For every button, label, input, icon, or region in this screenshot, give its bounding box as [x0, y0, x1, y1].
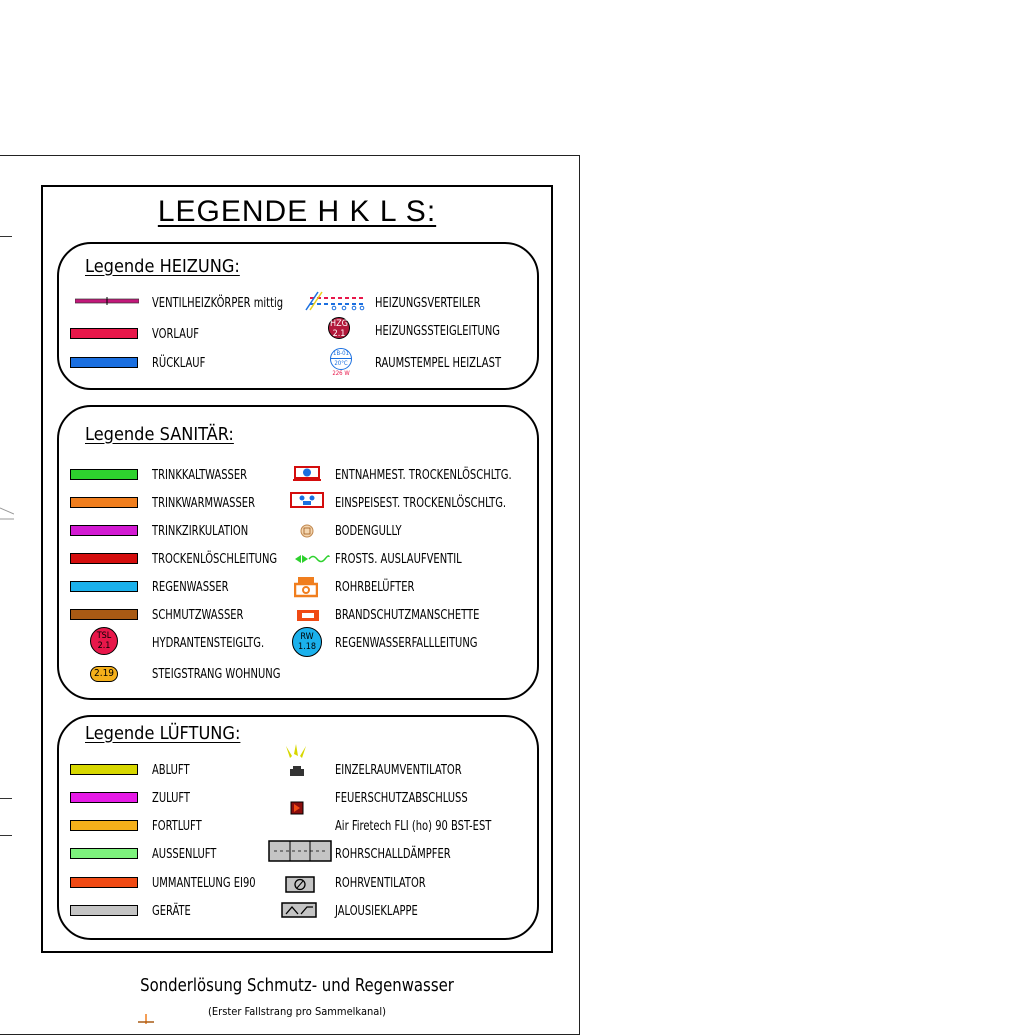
jalousieklappe-symbol: [281, 902, 317, 918]
swatch-zuluft: [70, 792, 138, 803]
sonderloesung-title: Sonderlösung Schmutz- und Regenwasser: [140, 975, 454, 996]
label-vorlauf: VORLAUF: [152, 326, 200, 342]
label-ruecklauf: RÜCKLAUF: [152, 355, 206, 371]
swatch-trinkzirkulation: [70, 525, 138, 536]
frame-tick: [0, 236, 12, 237]
pipe-symbol-fragment: [136, 1014, 156, 1024]
label-heizungssteigleitung: HEIZUNGSSTEIGLEITUNG: [375, 323, 500, 339]
rw-symbol-bottom: 1.18: [297, 642, 317, 652]
tsl-hydrant-symbol: [90, 627, 118, 655]
brandschutzmanschette-symbol: [296, 609, 320, 622]
raumstempel-room: 1B-01: [331, 349, 351, 359]
swatch-trinkkaltwasser: [70, 469, 138, 480]
hzg-steigleitung-symbol: [328, 317, 350, 339]
label-feuerschutzabschluss: FEUERSCHUTZABSCHLUSS: [335, 790, 468, 806]
label-raumstempel: RAUMSTEMPEL HEIZLAST: [375, 355, 502, 371]
label-hydrantensteigltg: HYDRANTENSTEIGLTG.: [152, 635, 265, 651]
legend-title: LEGENDE H K L S:: [157, 195, 437, 228]
section-title-heizung: Legende HEIZUNG:: [85, 256, 240, 277]
swatch-schmutzwasser: [70, 609, 138, 620]
label-trockenloeschleitung: TROCKENLÖSCHLEITUNG: [152, 551, 278, 567]
label-entnahmestelle: ENTNAHMEST. TROCKENLÖSCHLTG.: [335, 467, 512, 483]
section-title-sanitaer: Legende SANITÄR:: [85, 424, 234, 445]
label-rohrventilator: ROHRVENTILATOR: [335, 875, 426, 891]
steigstrang-symbol: 2.19: [90, 666, 118, 682]
tsl-symbol-bottom: 2.1: [97, 641, 111, 651]
heizungsverteiler-symbol: [304, 290, 368, 312]
label-regenwasser: REGENWASSER: [152, 579, 229, 595]
label-trinkkaltwasser: TRINKKALTWASSER: [152, 467, 248, 483]
label-trinkzirkulation: TRINKZIRKULATION: [152, 523, 249, 539]
tsl-symbol-top: TSL: [96, 631, 112, 641]
frame-tick: [0, 835, 12, 836]
label-brandschutzmanschette: BRANDSCHUTZMANSCHETTE: [335, 607, 480, 623]
swatch-fortluft: [70, 820, 138, 831]
label-abluft: ABLUFT: [152, 762, 190, 778]
raumstempel-temp: 20°C: [334, 360, 348, 367]
label-rohrschalldaempfer: ROHRSCHALLDÄMPFER: [335, 846, 451, 862]
rw-fallleitung-symbol: [292, 627, 322, 657]
label-ummantelung: UMMANTELUNG EI90: [152, 875, 256, 891]
frostsicher-ventil-symbol: [294, 552, 330, 566]
raumstempel-load: 226 W: [332, 370, 350, 377]
frame-tick: [0, 798, 12, 799]
sonderloesung-subtitle: (Erster Fallstrang pro Sammelkanal): [208, 1005, 386, 1018]
label-bodengully: BODENGULLY: [335, 523, 402, 539]
label-einzelraumventilator: EINZELRAUMVENTILATOR: [335, 762, 462, 778]
label-ventilheizkoerper: VENTILHEIZKÖRPER mittig: [152, 295, 284, 311]
label-jalousieklappe: JALOUSIEKLAPPE: [335, 903, 418, 919]
swatch-vorlauf: [70, 328, 138, 339]
hzg-symbol-top: HZG: [330, 319, 348, 329]
hzg-symbol-bottom: 2.1: [332, 329, 346, 339]
swatch-trockenloeschleitung: [70, 553, 138, 564]
rw-symbol-top: RW: [300, 632, 314, 642]
bodengully-symbol: [299, 523, 315, 539]
label-rohrbelueftter: ROHRBELÜFTER: [335, 579, 415, 595]
einzelraumventilator-symbol: [284, 744, 312, 780]
swatch-aussenluft: [70, 848, 138, 859]
swatch-geraete: [70, 905, 138, 916]
edge-mark: [0, 500, 14, 520]
swatch-ummantelung: [70, 877, 138, 888]
swatch-ruecklauf: [70, 357, 138, 368]
entnahmestelle-symbol: [291, 465, 323, 483]
swatch-trinkwarmwasser: [70, 497, 138, 508]
rohrschalldaempfer-symbol: [268, 839, 332, 865]
label-aussenluft: AUSSENLUFT: [152, 846, 217, 862]
feuerschutzabschluss-symbol: [290, 801, 304, 815]
label-geraete: GERÄTE: [152, 903, 191, 919]
rohrventilator-symbol: [285, 874, 315, 894]
label-einspeisestelle: EINSPEISEST. TROCKENLÖSCHLTG.: [335, 495, 507, 511]
label-heizungsverteiler: HEIZUNGSVERTEILER: [375, 295, 481, 311]
label-schmutzwasser: SCHMUTZWASSER: [152, 607, 244, 623]
label-fortluft: FORTLUFT: [152, 818, 202, 834]
label-zuluft: ZULUFT: [152, 790, 191, 806]
section-title-lueftung: Legende LÜFTUNG:: [85, 723, 241, 744]
einspeisestelle-symbol: [289, 491, 325, 511]
rohrbelueftter-symbol: [294, 576, 318, 598]
label-trinkwarmwasser: TRINKWARMWASSER: [152, 495, 255, 511]
raumstempel-symbol: [326, 348, 356, 388]
label-air-firetech: Air Firetech FLI (ho) 90 BST-EST: [335, 818, 492, 834]
swatch-abluft: [70, 764, 138, 775]
raumstempel-circle: [330, 348, 352, 370]
label-regenwasserfallleitung: REGENWASSERFALLLEITUNG: [335, 635, 478, 651]
label-steigstrang: STEIGSTRANG WOHNUNG: [152, 666, 281, 682]
swatch-regenwasser: [70, 581, 138, 592]
ventilheizkoerper-symbol: [75, 296, 139, 306]
label-frostsicher-ventil: FROSTS. AUSLAUFVENTIL: [335, 551, 462, 567]
